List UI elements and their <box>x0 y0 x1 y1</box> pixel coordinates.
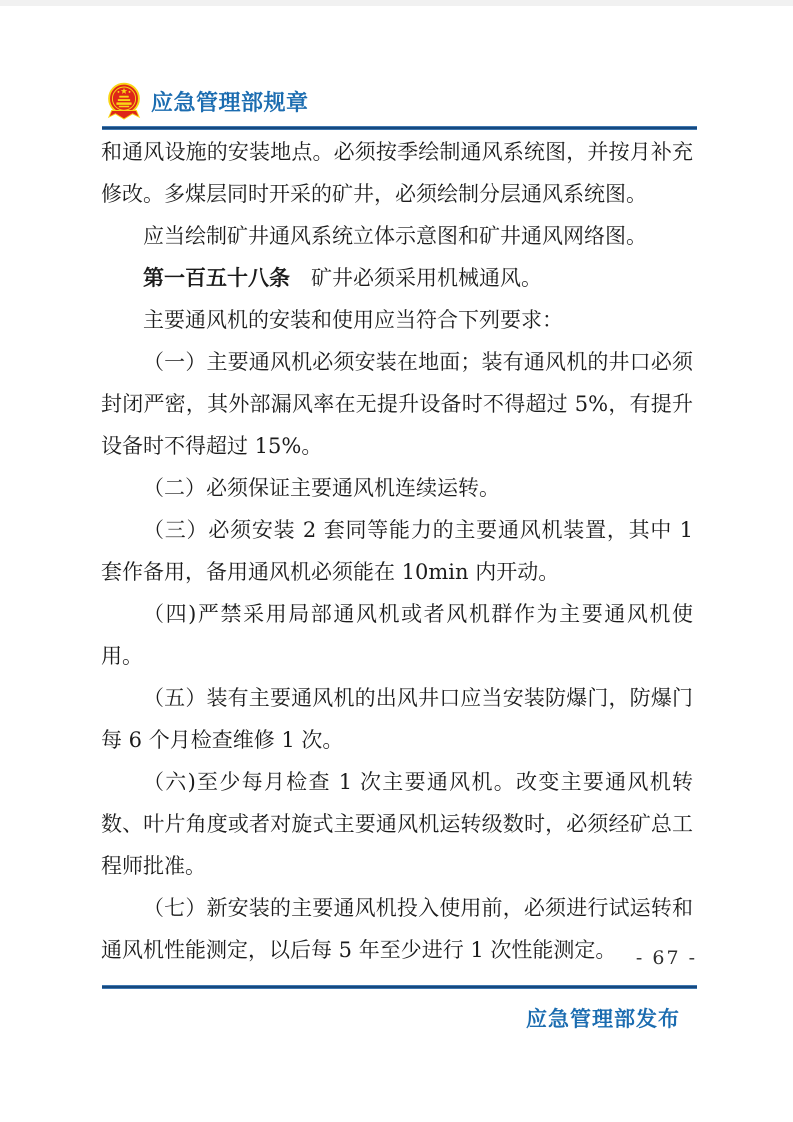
body-paragraph: （七）新安装的主要通风机投入使用前，必须进行试运转和通风机性能测定，以后每 5 年至少进行 1 次性能测定。 <box>101 896 693 962</box>
publisher-label: 应急管理部发布 <box>526 1007 680 1031</box>
header-rule <box>102 126 697 130</box>
body-paragraph: （五）装有主要通风机的出风井口应当安装防爆门，防爆门每 6 个月检查维修 1 次。 <box>101 686 693 752</box>
footer-rule <box>102 985 697 989</box>
body-paragraph: （一）主要通风机必须安装在地面；装有通风机的井口必须封闭严密，其外部漏风率在无提升设备时不得超过 5%，有提升设备时不得超过 15%。 <box>101 350 693 458</box>
body-paragraph: （三）必须安装 2 套同等能力的主要通风机装置，其中 1 套作备用，备用通风机必须能在 10min 内开动。 <box>101 518 693 584</box>
national-emblem-icon <box>106 82 142 120</box>
body-paragraph: （四)严禁采用局部通风机或者风机群作为主要通风机使用。 <box>101 602 693 668</box>
header-title: 应急管理部规章 <box>151 90 309 116</box>
page-number: - 67 - <box>635 947 697 969</box>
page-top-edge <box>0 0 793 6</box>
article-number: 第一百五十八条 <box>143 266 290 290</box>
document-body <box>101 131 693 971</box>
body-paragraph: 主要通风机的安装和使用应当符合下列要求： <box>143 308 563 332</box>
article-text: 矿井必须采用机械通风。 <box>290 266 542 290</box>
body-paragraph: 应当绘制矿井通风系统立体示意图和矿井通风网络图。 <box>143 224 647 248</box>
body-paragraph: （二）必须保证主要通风机连续运转。 <box>143 476 500 500</box>
body-paragraph: 和通风设施的安装地点。必须按季绘制通风系统图，并按月补充修改。多煤层同时开采的矿井，必须绘制分层通风系统图。 <box>101 140 693 206</box>
body-paragraph <box>101 257 693 299</box>
page-header <box>106 82 309 120</box>
body-paragraph: （六)至少每月检查 1 次主要通风机。改变主要通风机转数、叶片角度或者对旋式主要通风机运转级数时，必须经矿总工程师批准。 <box>101 770 693 878</box>
